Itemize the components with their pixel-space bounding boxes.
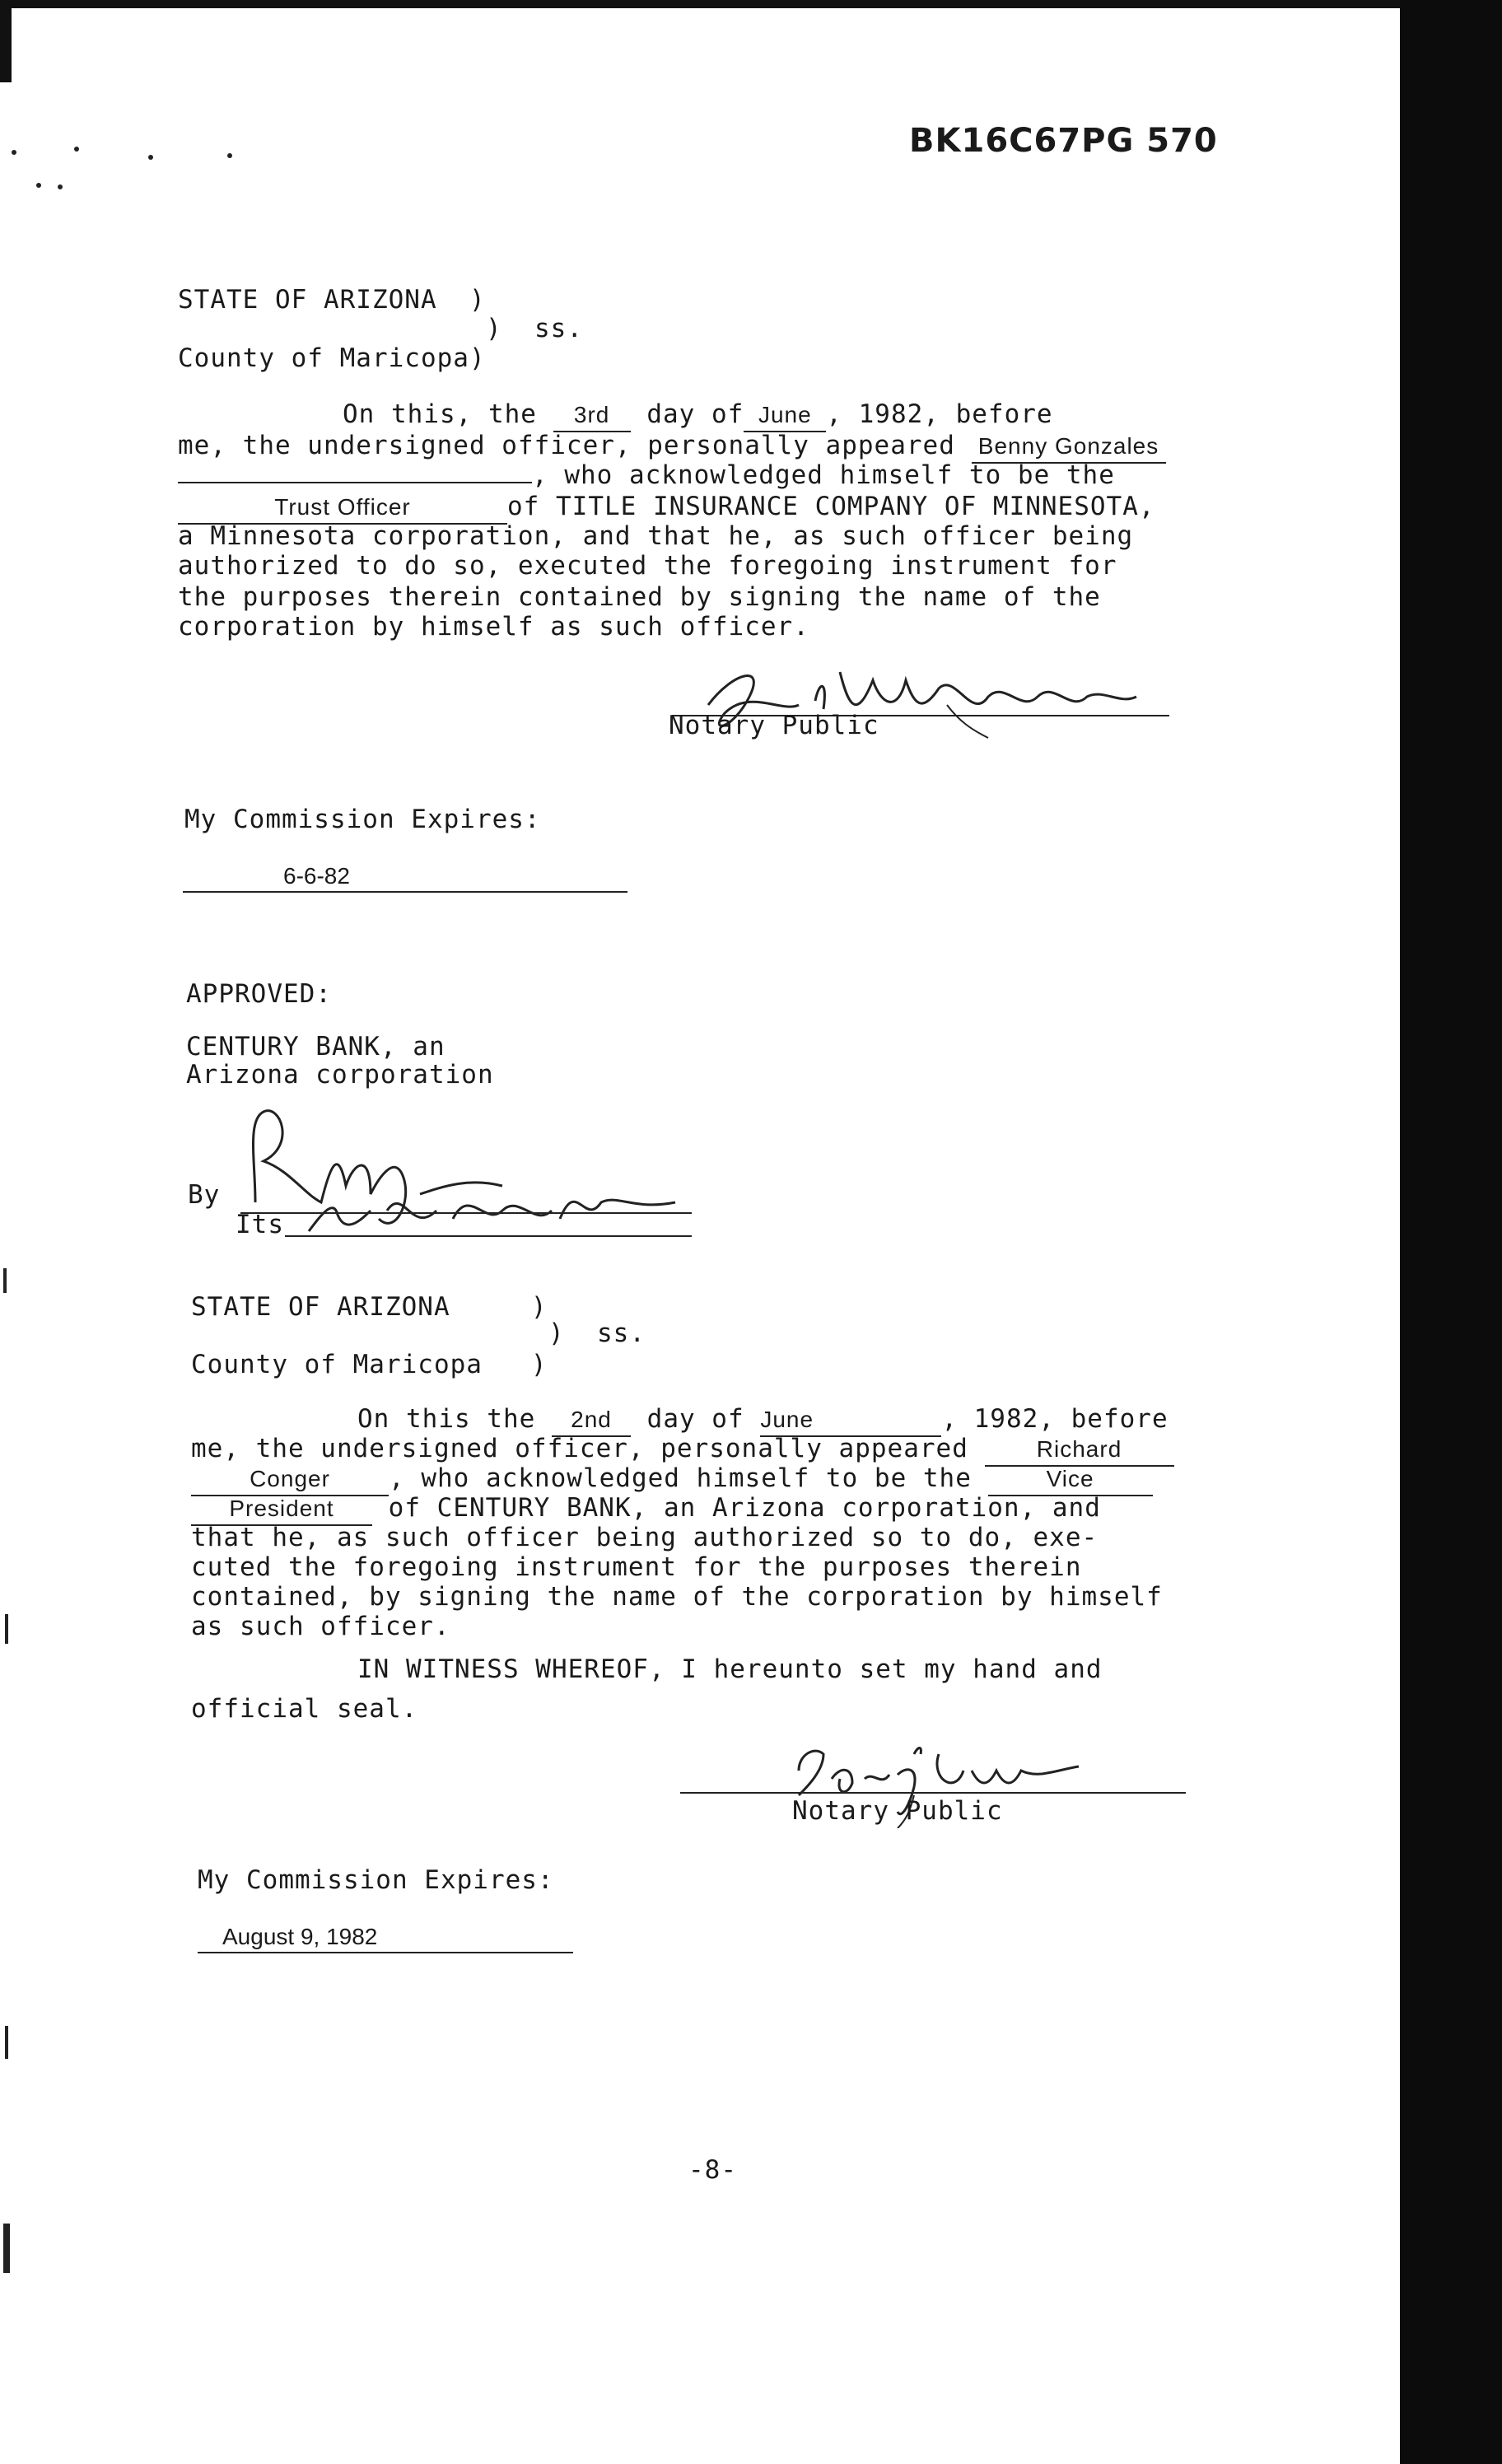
ack-text: , 1982, before (826, 399, 1053, 429)
scan-speck (74, 147, 79, 152)
month-field: June (744, 399, 826, 432)
scan-edge-top (0, 0, 1502, 8)
witness-line-1: IN WITNESS WHEREOF, I hereunto set my hand and (357, 1654, 1103, 1684)
commission-line-1 (183, 891, 627, 893)
ack-line-6: authorized to do so, executed the foregoing instrument for (178, 551, 1117, 581)
day-field: 3rd (553, 399, 631, 432)
its-title-line (285, 1235, 692, 1237)
appeared-name-last-field: Conger (191, 1463, 389, 1496)
venue-county: County of Maricopa) (178, 343, 486, 373)
ack2-line-4 (191, 1492, 1101, 1526)
ack-text: me, the undersigned officer, personally appeared (178, 431, 955, 460)
ack2-line-3 (191, 1463, 1153, 1496)
notary-public-label-1: Notary Public (669, 711, 879, 740)
scan-speck (148, 155, 153, 160)
scan-speck (5, 1614, 8, 1644)
ack-line-4 (178, 491, 1155, 525)
scan-speck (12, 150, 16, 155)
ack-line-2 (178, 430, 1166, 464)
commission-date-2: August 9, 1982 (222, 1924, 378, 1949)
scan-speck (3, 2224, 10, 2273)
ack-line-5: a Minnesota corporation, and that he, as such officer being (178, 521, 1134, 551)
venue-state-2: STATE OF ARIZONA ) (191, 1292, 548, 1322)
witness-line-2: official seal. (191, 1694, 418, 1724)
ack-text: On this, the (343, 399, 537, 429)
day-field-2: 2nd (552, 1404, 631, 1437)
ack2-line-7: contained, by signing the name of the corporation by himself (191, 1582, 1163, 1612)
notary-public-label-2: Notary Public (792, 1796, 1003, 1826)
venue-county-2: County of Maricopa ) (191, 1350, 548, 1379)
ack-text: day of (646, 399, 744, 429)
by-label: By (188, 1180, 221, 1210)
scan-speck (227, 153, 232, 158)
ack-text: , who acknowledged himself to be the (389, 1463, 972, 1493)
ack-text: me, the undersigned officer, personally appeared (191, 1434, 968, 1463)
ack2-line-5: that he, as such officer being authorized so to do, exe- (191, 1523, 1099, 1552)
ack2-line-1 (357, 1403, 1168, 1437)
officer-title-last-field: President (191, 1493, 372, 1526)
appeared-name-field: Benny Gonzales (972, 431, 1166, 464)
venue-state: STATE OF ARIZONA ) (178, 285, 486, 315)
ack-text: of TITLE INSURANCE COMPANY OF MINNESOTA, (507, 492, 1155, 521)
commission-label-1: My Commission Expires: (184, 805, 541, 834)
ack2-line-8: as such officer. (191, 1612, 450, 1641)
officer-title-first-field: Vice (988, 1463, 1153, 1496)
ack-text: On this the (357, 1404, 536, 1434)
ack-line-8: corporation by himself as such officer. (178, 612, 809, 642)
appeared-name-first-field: Richard (985, 1434, 1174, 1467)
bank-officer-signature (231, 1095, 708, 1252)
month-field-2: June (760, 1404, 941, 1437)
ack-line-1 (343, 399, 1053, 432)
bank-name-line-2: Arizona corporation (186, 1060, 494, 1090)
commission-line-2 (198, 1952, 573, 1953)
blank-line (178, 482, 532, 483)
page-number: -8- (688, 2155, 737, 2185)
scan-edge-right (1400, 0, 1502, 2464)
ack-line-3 (178, 460, 1115, 491)
scan-speck (5, 2026, 8, 2059)
its-label: Its (236, 1210, 284, 1239)
ack-line-7: the purposes therein contained by signing the name of the (178, 582, 1101, 612)
scan-edge-left (0, 0, 12, 82)
officer-title-field: Trust Officer (178, 492, 507, 525)
venue-ss-2: ) ss. (548, 1318, 646, 1348)
bank-name-line-1: CENTURY BANK, an (186, 1032, 445, 1062)
ack2-line-2 (191, 1433, 1174, 1467)
ack-text: , 1982, before (941, 1404, 1168, 1434)
scan-speck (3, 1268, 7, 1293)
scan-speck (58, 184, 63, 189)
ack2-line-6: cuted the foregoing instrument for the purposes therein (191, 1552, 1082, 1582)
commission-date-1: 6-6-82 (283, 863, 350, 889)
venue-ss: ) ss. (486, 314, 583, 343)
ack-text: , who acknowledged himself to be the (532, 460, 1115, 490)
notary-signature-line-2 (680, 1792, 1186, 1794)
approved-heading: APPROVED: (186, 979, 332, 1009)
book-page-stamp: BK16C67PG 570 (909, 122, 1218, 160)
scan-speck (36, 183, 41, 188)
ack-text: of CENTURY BANK, an Arizona corporation, and (388, 1493, 1101, 1523)
commission-label-2: My Commission Expires: (198, 1865, 554, 1895)
by-signature-line (240, 1212, 692, 1214)
ack-text: day of (646, 1404, 744, 1434)
